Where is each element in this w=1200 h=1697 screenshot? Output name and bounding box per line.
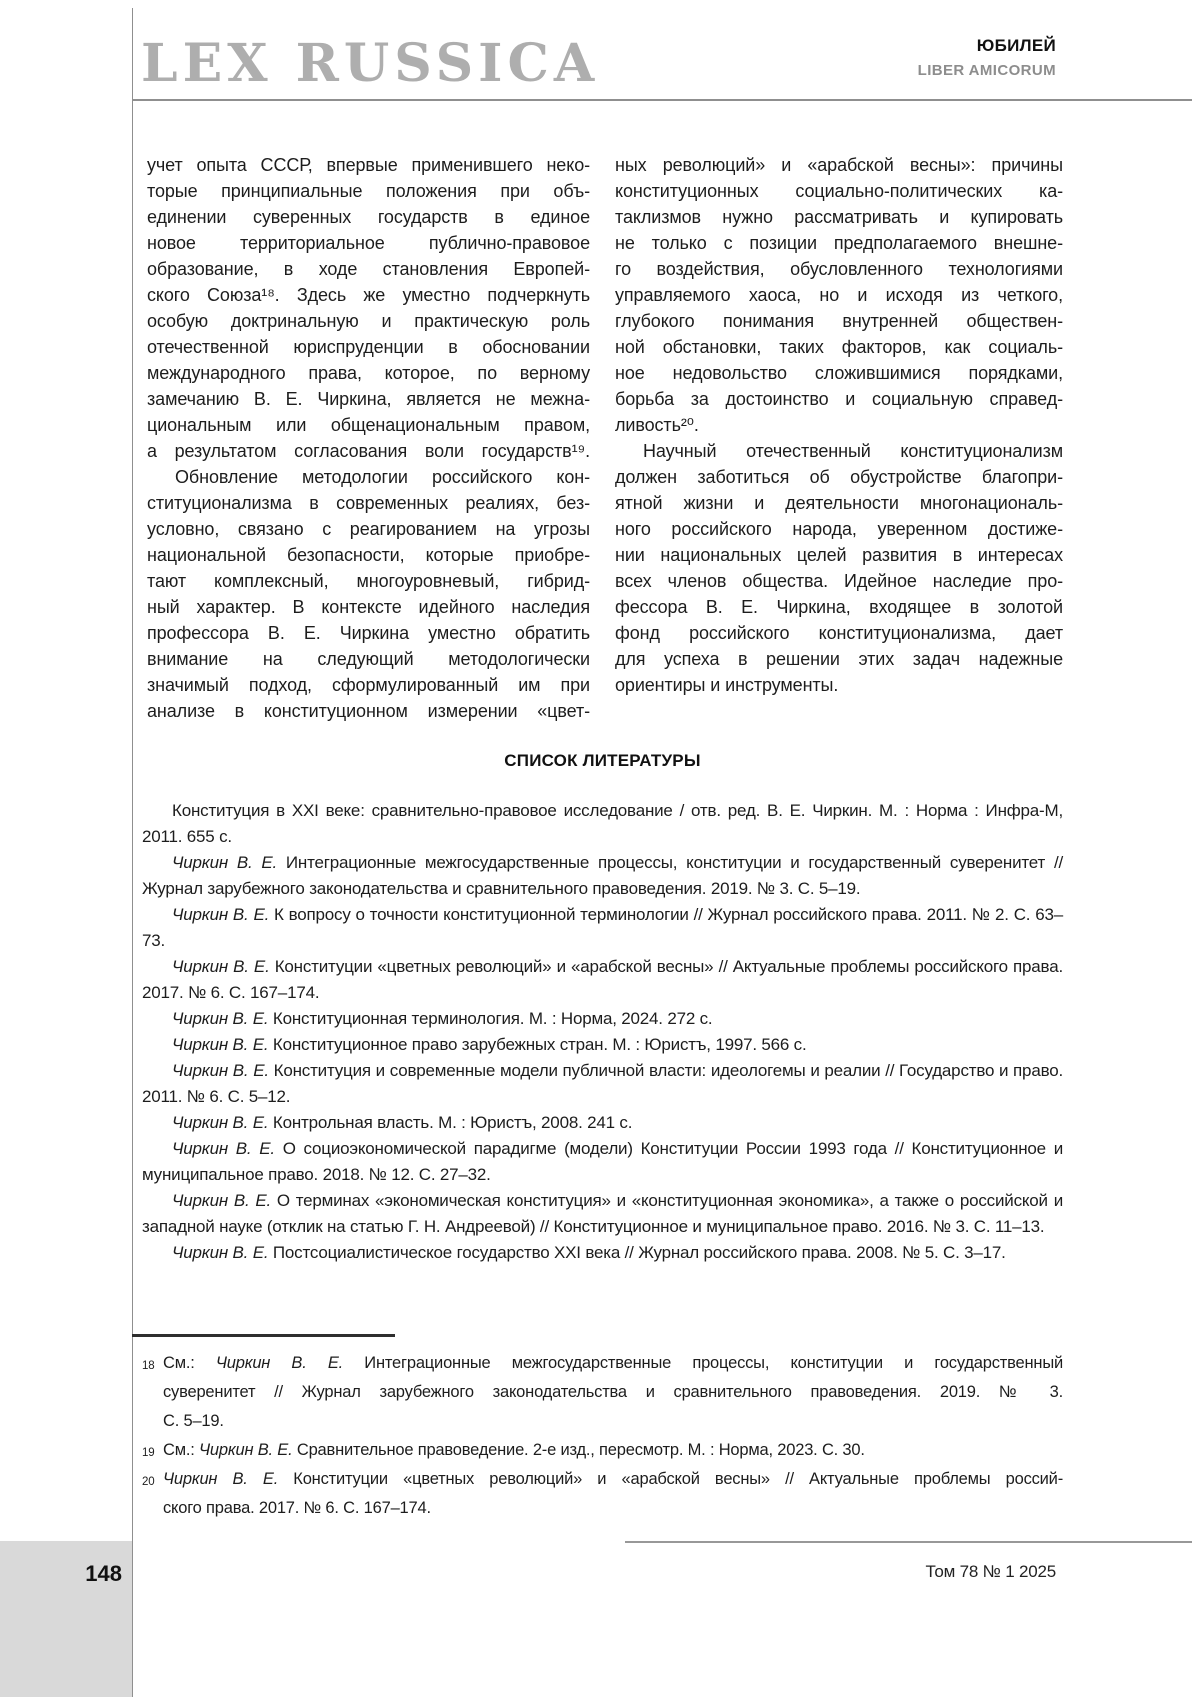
text-line: для успеха в решении этих задач надежные (615, 649, 1063, 669)
text-line: значимый подход, сформулированный им при (147, 675, 590, 695)
text-line: международного права, которое, по верному (147, 363, 590, 383)
entry-author: Чиркин В. Е. (172, 905, 270, 924)
entry-author: Чиркин В. Е. (172, 1191, 271, 1210)
text-line: особую доктринальную и практическую роль (147, 311, 590, 331)
text-line: ного российского народа, уверенном достиже- (615, 519, 1063, 539)
text-line: глубокого понимания внутренней обществен- (615, 311, 1063, 331)
text-line: Научный отечественный конституционализм (643, 441, 1063, 461)
footnote-author: Чиркин В. Е. (163, 1470, 279, 1488)
volume-info: Том 78 № 1 2025 (925, 1562, 1056, 1581)
footnote (142, 1349, 1063, 1436)
entry-author: Чиркин В. Е. (172, 957, 270, 976)
text-line: циональным или общенациональным правом, (147, 415, 590, 435)
footnote-number: 19 (142, 1447, 155, 1459)
text-line: ное недовольство сложившимися порядками, (615, 363, 1063, 383)
bibliography-entry (142, 902, 1063, 954)
footnote-line (163, 1436, 1063, 1465)
footnote-text: Сравнительное правоведение. 2-е изд., пересмотр. М. : Норма, 2023. С. 30. (292, 1441, 865, 1459)
text-line: ориентиры и инструменты. (615, 675, 839, 695)
text-line: должен заботиться об обустройстве благопри- (615, 467, 1063, 487)
entry-author: Чиркин В. Е. (172, 1009, 269, 1028)
footnote (142, 1465, 1063, 1523)
entry-author: Чиркин В. Е. (172, 853, 278, 872)
text-line: замечанию В. Е. Чиркина, является не межна- (147, 389, 590, 409)
text-line: управляемого хаоса, но и исходя из четкого, (615, 285, 1063, 305)
footnote-author: Чиркин В. Е. (215, 1354, 344, 1372)
text-line: го воздействия, обусловленного технологиями (615, 259, 1063, 279)
footnote-line (163, 1378, 1063, 1407)
entry-text: Контрольная власть. М. : Юристъ, 2008. 241 с. (268, 1113, 633, 1132)
bibliography-entry (142, 1188, 1063, 1240)
text-line: учет опыта СССР, впервые применившего неко- (147, 155, 590, 175)
text-line: конституционных социально-политических ка- (615, 181, 1063, 201)
text-line: ституционализма в современных реалиях, без- (147, 493, 590, 513)
bibliography-entry (142, 1006, 1063, 1032)
bibliography-entry (142, 1058, 1063, 1110)
text-line: ных революций» и «арабской весны»: причины (615, 155, 1063, 175)
footer-rule (625, 1541, 1192, 1543)
journal-logo: LEX RUSSICA (141, 33, 600, 94)
entry-author: Чиркин В. Е. (172, 1113, 269, 1132)
footnote-text: С. 5–19. (163, 1412, 224, 1430)
left-column (147, 152, 590, 724)
footnote-number: 20 (142, 1476, 155, 1488)
entry-text: Конституционная терминология. М. : Норма, 2024. 272 с. (268, 1009, 713, 1028)
entry-text: Конституции «цветных революций» и «арабской весны» // Актуальные проблемы российского права. 2017. № 6. С. 167–174. (142, 957, 1063, 1002)
right-column (615, 152, 1063, 698)
footnote-line (163, 1465, 1063, 1494)
vertical-rule (132, 8, 133, 1697)
entry-author: Чиркин В. Е. (172, 1061, 269, 1080)
bibliography-entry (142, 1032, 1063, 1058)
rubric-block (918, 36, 1056, 79)
text-line: образование, в ходе становления Европей- (147, 259, 590, 279)
text-line: анализе в конституционном измерении «цвет- (147, 701, 590, 721)
text-line: ского Союза¹⁸. Здесь же уместно подчеркнуть (147, 285, 590, 305)
entry-text: Конституция в XXI веке: сравнительно-правовое исследование / отв. ред. В. Е. Чиркин. М. : Норма : Инфра-М, 2011. 655 с. (142, 801, 1063, 846)
bibliography-entry (142, 1110, 1063, 1136)
text-line: нии национальных целей развития в интересах (615, 545, 1063, 565)
text-line: национальной безопасности, которые приобре- (147, 545, 590, 565)
footnote-list (142, 1349, 1063, 1523)
text-line: единении суверенных государств в единое (147, 207, 590, 227)
text-line: ный характер. В контексте идейного наследия (147, 597, 590, 617)
entry-author: Чиркин В. Е. (172, 1243, 269, 1262)
bibliography-entry (142, 954, 1063, 1006)
bibliography-entry (142, 798, 1063, 850)
page-number-strip (0, 1541, 132, 1697)
text-line: всех членов общества. Идейное наследие про- (615, 571, 1063, 591)
text-line: ливость²⁰. (615, 415, 699, 435)
bibliography-title: СПИСОК ЛИТЕРАТУРЫ (504, 751, 701, 770)
footnote-text: См.: (163, 1354, 216, 1372)
entry-text: Постсоциалистическое государство XXI века // Журнал российского права. 2008. № 5. С. 3–17. (268, 1243, 1006, 1262)
page-number: 148 (85, 1561, 122, 1586)
text-line: ятной жизни и деятельности многонациональ- (615, 493, 1063, 513)
footnote-text: суверенитет // Журнал зарубежного законодательства и сравнительного правоведения. 2019. № 3. (163, 1383, 1063, 1401)
header-rule (132, 99, 1192, 101)
text-line: а результатом согласования воли государств¹⁹. (147, 441, 590, 461)
bibliography-entry (142, 850, 1063, 902)
bibliography-entry (142, 1240, 1063, 1266)
text-line: фессора В. Е. Чиркина, входящее в золотой (615, 597, 1063, 617)
bibliography-entries (142, 798, 1063, 1266)
entry-text: О терминах «экономическая конституция» и «конституционная экономика», а также о российской и западной науке (отклик на статью Г. Н. Андреевой) // Конституционное и муниципальное право. 2016. № 3. С. 11–13. (142, 1191, 1063, 1236)
footnote-line (163, 1494, 1063, 1523)
footnote-rule (132, 1334, 395, 1337)
text-line: отечественной юриспруденции в обосновании (147, 337, 590, 357)
bibliography-entry (142, 1136, 1063, 1188)
footnote-author: Чиркин В. Е. (199, 1441, 293, 1459)
article-body (147, 152, 1063, 732)
rubric-title: ЮБИЛЕЙ (976, 36, 1056, 55)
text-line: борьба за достоинство и социальную справед- (615, 389, 1063, 409)
footnote-text: Конституции «цветных революций» и «арабской весны» // Актуальные проблемы россий- (278, 1470, 1063, 1488)
footnote-line (163, 1349, 1063, 1378)
text-line: фонд российского конституционализма, дает (615, 623, 1063, 643)
rubric-subtitle: LIBER AMICORUM (917, 62, 1056, 79)
footnote-text: ского права. 2017. № 6. С. 167–174. (163, 1499, 431, 1517)
entry-author: Чиркин В. Е. (172, 1139, 275, 1158)
text-line: условно, связано с реагированием на угрозы (147, 519, 590, 539)
entry-text: К вопросу о точности конституционной терминологии // Журнал российского права. 2011. № 2. С. 63–73. (142, 905, 1063, 950)
entry-text: Конституционное право зарубежных стран. М. : Юристъ, 1997. 566 с. (268, 1035, 807, 1054)
text-line: новое территориальное публично-правовое (147, 233, 590, 253)
entry-text: Конституция и современные модели публичной власти: идеологемы и реалии // Государство и право. 2011. № 6. С. 5–12. (142, 1061, 1063, 1106)
entry-text: О социоэкономической парадигме (модели) Конституции России 1993 года // Конституционное и муниципальное право. 2018. № 12. С. 27–32. (142, 1139, 1063, 1184)
text-line: ной обстановки, таких факторов, как социаль- (615, 337, 1063, 357)
footnote-line (163, 1407, 1063, 1436)
text-line: торые принципиальные положения при объ- (147, 181, 590, 201)
text-line: профессора В. Е. Чиркина уместно обратить (147, 623, 590, 643)
footnote-text: См.: (163, 1441, 200, 1459)
text-line: внимание на следующий методологически (147, 649, 590, 669)
entry-text: Интеграционные межгосударственные процессы, конституции и государственный суверенитет // Журнал зарубежного законодательства и сравнительного правоведения. 2019. № 3. С. 5–19. (142, 853, 1063, 898)
footnote-text: Интеграционные межгосударственные процессы, конституции и государственный (343, 1354, 1063, 1372)
footnote (142, 1436, 1063, 1465)
text-line: тают комплексный, многоуровневый, гибрид- (147, 571, 590, 591)
text-line: не только с позиции предполагаемого внешне- (615, 233, 1063, 253)
footnote-number: 18 (142, 1360, 155, 1372)
text-line: таклизмов нужно рассматривать и купировать (615, 207, 1063, 227)
entry-author: Чиркин В. Е. (172, 1035, 269, 1054)
text-line: Обновление методологии российского кон- (175, 467, 590, 487)
